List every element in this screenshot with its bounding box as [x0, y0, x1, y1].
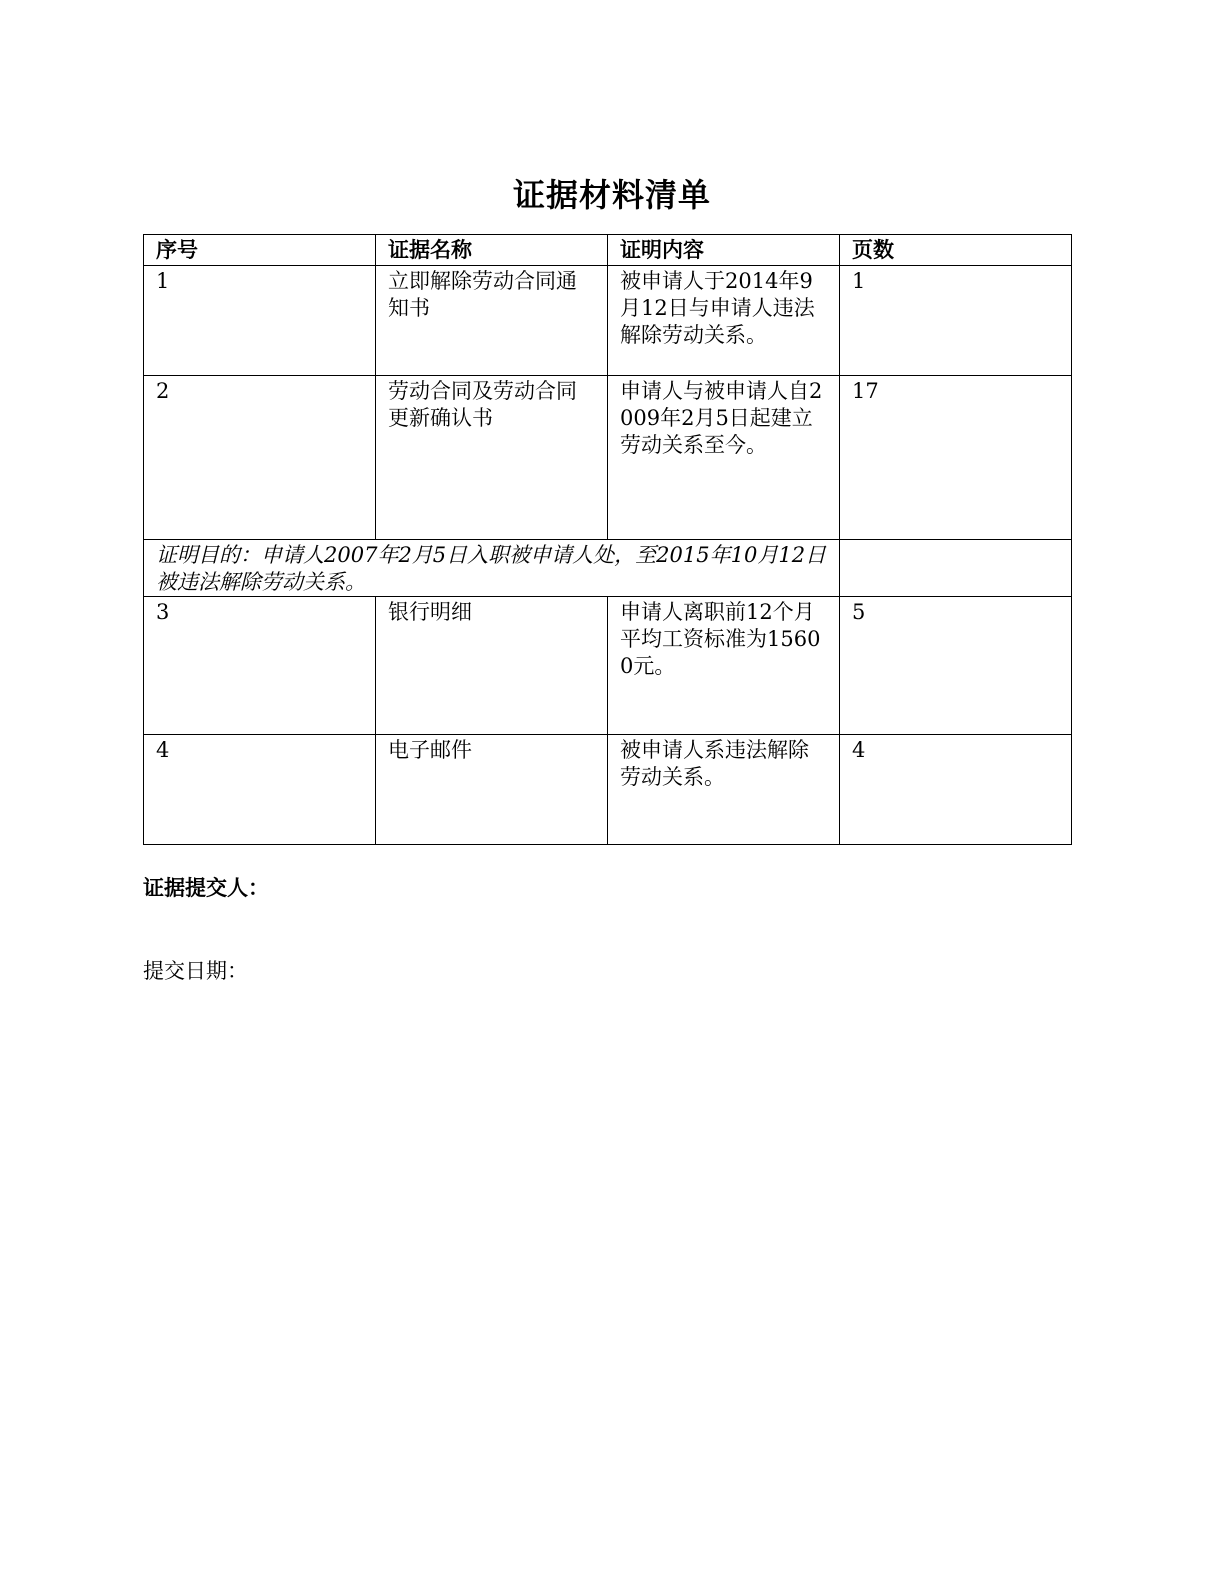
header-content: 证明内容 — [608, 235, 840, 266]
cell-name: 银行明细 — [376, 597, 608, 735]
table-header-row — [144, 235, 1072, 266]
table-row — [144, 597, 1072, 735]
submitter-label: 证据提交人： — [143, 876, 269, 900]
submit-date-label: 提交日期： — [143, 959, 248, 983]
cell-pages: 17 — [840, 376, 1072, 540]
cell-pages: 1 — [840, 266, 1072, 376]
cell-no: 1 — [144, 266, 376, 376]
cell-pages: 5 — [840, 597, 1072, 735]
header-name: 证据名称 — [376, 235, 608, 266]
cell-pages: 4 — [840, 735, 1072, 845]
purpose-empty-cell — [840, 540, 1072, 597]
purpose-row — [144, 540, 1072, 597]
header-no: 序号 — [144, 235, 376, 266]
table-row — [144, 376, 1072, 540]
cell-content: 申请人与被申请人自2009年2月5日起建立劳动关系至今。 — [608, 376, 840, 540]
cell-content: 被申请人系违法解除劳动关系。 — [608, 735, 840, 845]
purpose-cell: 证明目的：申请人2007年2月5日入职被申请人处，至2015年10月12日被违法解除劳动关系。 — [144, 540, 840, 597]
cell-no: 2 — [144, 376, 376, 540]
table-row — [144, 266, 1072, 376]
cell-no: 4 — [144, 735, 376, 845]
cell-name: 劳动合同及劳动合同更新确认书 — [376, 376, 608, 540]
cell-content: 被申请人于2014年9月12日与申请人违法解除劳动关系。 — [608, 266, 840, 376]
cell-content: 申请人离职前12个月平均工资标准为15600元。 — [608, 597, 840, 735]
cell-name: 电子邮件 — [376, 735, 608, 845]
page-title: 证据材料清单 — [512, 176, 711, 214]
evidence-table — [143, 234, 1072, 845]
header-pages: 页数 — [840, 235, 1072, 266]
cell-name: 立即解除劳动合同通知书 — [376, 266, 608, 376]
cell-no: 3 — [144, 597, 376, 735]
table-row — [144, 735, 1072, 845]
